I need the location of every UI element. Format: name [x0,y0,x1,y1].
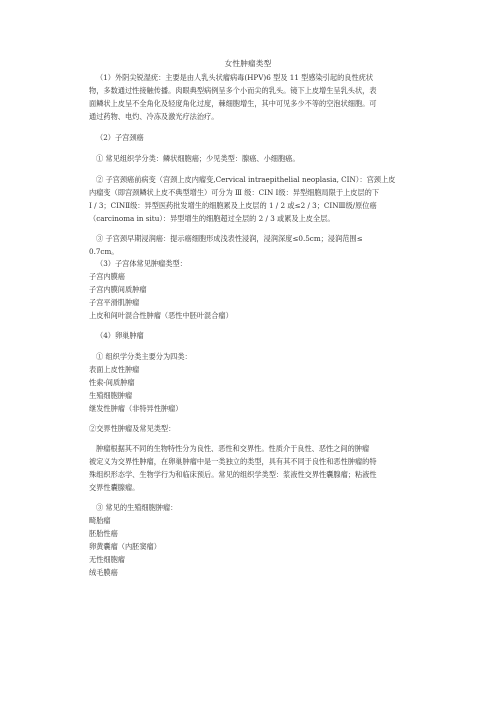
paragraph-line: 面鳞状上皮呈不全角化及轻度角化过度，棘细胞增生，其中可见多少不等的空泡状细胞。可 [89,99,377,108]
paragraph-line: 通过药物、电灼、冷冻及激光疗法治疗。 [89,112,219,121]
list-item: 绒毛膜癌 [89,568,118,577]
list-item: 卵黄囊瘤（内胚窦瘤） [89,542,161,551]
section-heading: （4）卵巢肿瘤 [96,331,144,340]
paragraph-line: ② 子宫颈癌前病变（宫颈上皮内瘤变,Cervical intraepithelial neoplasia, CIN）：宫颈上皮 [96,175,396,184]
paragraph-line: ②交界性肿瘤及常见类型： [89,424,176,433]
paragraph-line: 殊组织形态学、生物学行为和临床预后。常见的组织学类型：浆液性交界性囊腺瘤；粘液性 [89,470,377,479]
list-item: 性索-间质肿瘤 [89,378,135,387]
paragraph-line: 内瘤变（即宫颈鳞状上皮不典型增生）可分为 Ⅲ 级：CIN Ⅰ级：异型细胞局限于上皮层的下 [89,188,380,197]
list-item: 子宫平滑肌肿瘤 [89,298,140,307]
section-heading: （2）子宫颈癌 [96,133,144,142]
list-item: 上皮和间叶混合性肿瘤（恶性中胚叶混合瘤） [89,311,233,320]
paragraph-line: （carcinoma in situ）：异型增生的细胞超过全层的 2 / 3 或累及上皮全层。 [89,214,335,223]
list-item: 畸胎瘤 [89,516,111,525]
document-title: 女性肿瘤类型 [224,59,272,68]
section-heading: （3）子宫体常见肿瘤类型： [96,259,187,268]
paragraph-line: 物，多数通过性接触传播。肉眼典型病例呈多个小而尖的乳头。镜下上皮增生呈乳头状，表 [89,86,377,95]
list-item: 无性细胞瘤 [89,555,125,564]
paragraph-line: （1）外阴尖锐湿疣：主要是由人乳头状瘤病毒(HPV)6 型及 11 型感染引起的良性疣状 [96,73,374,82]
paragraph-line: 交界性囊腺瘤。 [89,483,140,492]
list-item: 表面上皮性肿瘤 [89,365,140,374]
paragraph-line: ③ 常见的生殖细胞肿瘤： [96,503,178,512]
paragraph-line: Ⅰ / 3；CINⅡ级：异型医药批发增生的细胞累及上皮层的 1 / 2 或≤2 / 3；CINⅢ级/原位癌 [89,201,377,210]
paragraph-line: 被定义为交界性肿瘤，在卵巢肿瘤中是一类独立的类型，具有其不同于良性和恶性肿瘤的特 [89,457,377,466]
list-item: 胚胎性癌 [89,529,118,538]
paragraph-line: ① 组织学分类主要分为四类： [96,352,192,361]
list-item: 子宫内膜癌 [89,272,125,281]
paragraph-line: 0.7cm。 [89,247,119,256]
paragraph-line: ③ 子宫颈早期浸润癌：提示癌细胞形成浅表性浸润，浸润深度≤0.5cm；浸润范围≤ [96,234,363,243]
list-item: 子宫内膜间质肿瘤 [89,285,147,294]
list-item: 生殖细胞肿瘤 [89,391,133,400]
list-item: 继发性肿瘤（非特异性肿瘤） [89,404,183,413]
paragraph-line: ① 常见组织学分类：鳞状细胞癌；少见类型：腺癌、小细胞癌。 [96,154,300,163]
paragraph-line: 肿瘤根据其不同的生物特性分为良性、恶性和交界性。性质介于良性、恶性之间的肿瘤 [96,444,370,453]
